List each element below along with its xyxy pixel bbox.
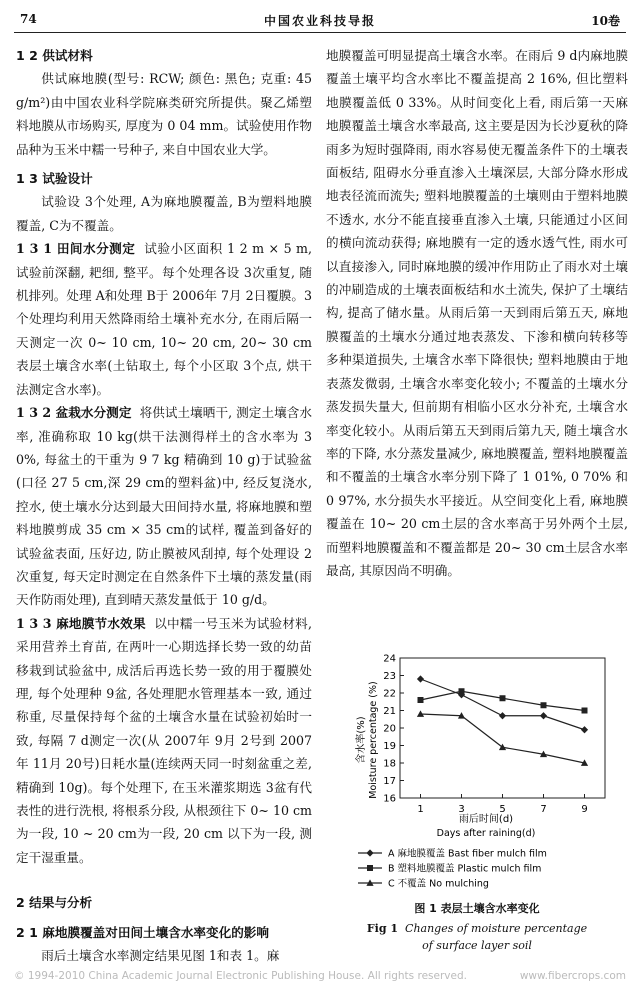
section-2-1-text: 雨后土壤含水率测定结果见图 1和表 1。麻	[41, 948, 280, 964]
right-column-text: 地膜覆盖可明显提高土壤含水率。在雨后 9 d内麻地膜覆盖土壤平均含水率比不覆盖提高 2 16%, 但比塑料地膜覆盖低 0 33%。从时间变化上看, 雨后第一天麻地膜覆盖土壤含水率最高, 这主要是因为长沙夏秋的降雨多为短时强降雨, 雨水容易使无覆盖条件下的土壤表面板结, 阻碍水分垂直渗入土壤深层, 大部分降水形成地表径流而流失; 塑料地膜覆盖的土壤则由于塑料地膜不透水, 水分不能直接垂直渗入土壤, 只能通过小区间的横向流动获得; 麻地膜有一定的透水透气性, 雨水可以直接渗入, 同时麻地膜的缓冲作用防止了雨水对土壤的冲刷造成的土壤表面板结和水土流失, 保护了土壤结构, 提高了储水量。从雨后第一天到雨后第五天, 麻地膜覆盖的土壤水分通过地表蒸发、下渗和横向转移等多种渠道损失, 土壤含水率下降很快; 塑料地膜由于地表蒸发微弱, 土壤含水率变化较小; 不覆盖的土壤水分蒸发损失量大, 但前期有相临小区水分补充, 土壤含水率变化较小。从雨后第五天到雨后第九天, 随土壤含水率的下降, 水分蒸发量减少, 麻地膜覆盖, 塑料地膜覆盖和不覆盖的土壤含水率分别下降了 1 01%, 0 70% 和 0 97%, 水分损失水平接近。从空间变化上看, 麻地膜覆盖在 10~ 20 cm土层的含水率高于另外两个土层, 而塑料地膜覆盖和不覆盖都是 20~ 30 cm土层含水率最高, 其原因尚不明确。	[326, 48, 628, 578]
legend-label: C 不覆盖 No mulching	[388, 878, 489, 890]
y-tick-label: 20	[383, 723, 396, 735]
x-axis-label-cn: 雨后时间(d)	[458, 814, 514, 825]
section-1-3-1-title: 1 3 1 田间水分测定	[16, 241, 136, 257]
y-tick-label: 22	[383, 688, 396, 700]
section-1-3-1-text: 试验小区面积 1 2 m × 5 m, 试验前深翻, 耙细, 整平。每个处理各设 3次重复, 随机排列。处理 A和处理 B于 2006年 7月 2日覆膜。3个处理均利用天然降雨给土壤补充水分, 在雨后隔一天测定一次 0~ 10 cm, 10~ 20 cm, 20~ 30 cm表层土壤含水率(土钻取土, 每个小区取 3个点, 烘干法测定含水率)。	[16, 241, 312, 397]
data-point-square	[418, 697, 424, 703]
section-2-title: 2 结果与分析	[16, 895, 93, 911]
moisture-line-chart	[350, 650, 620, 895]
copyright-text: © 1994-2010 China Academic Journal Electronic Publishing House. All rights reserved.	[14, 970, 467, 982]
section-1-3-2	[16, 401, 312, 612]
section-1-3-1	[16, 237, 312, 401]
x-tick-label: 1	[417, 804, 424, 815]
left-column	[16, 44, 312, 967]
figure-caption-en-line1: Changes of moisture percentage	[405, 922, 588, 935]
data-point-diamond	[499, 712, 506, 719]
y-tick-label: 18	[383, 758, 396, 770]
section-2-1-title: 2 1 麻地膜覆盖对田间土壤含水率变化的影响	[16, 924, 269, 940]
data-point-square	[459, 688, 465, 694]
x-tick-label: 9	[581, 804, 588, 815]
y-tick-label: 19	[383, 741, 396, 752]
watermark-text: www.fibercrops.com	[519, 970, 626, 982]
journal-title: 中国农业科技导报	[263, 14, 376, 28]
x-tick-label: 7	[540, 804, 547, 815]
plot-frame	[400, 658, 605, 798]
data-point-diamond	[417, 675, 424, 682]
figure-caption-en	[326, 920, 628, 954]
y-tick-label: 17	[383, 776, 396, 787]
x-tick-label: 5	[499, 804, 506, 815]
legend-marker-diamond	[366, 849, 373, 856]
page-number: 74	[20, 12, 37, 26]
figure-label-en: Fig 1	[366, 922, 399, 935]
y-axis-label-en: Moisture percentage (%)	[368, 681, 379, 799]
x-axis-label-en: Days after raining(d)	[436, 828, 536, 839]
y-axis-label-cn: 含水率(%)	[356, 716, 367, 764]
y-tick-label: 23	[383, 671, 396, 682]
legend-label: A 麻地膜覆盖 Bast fiber mulch film	[388, 848, 547, 860]
data-point-square	[541, 702, 547, 708]
data-point-diamond	[540, 712, 547, 719]
y-tick-label: 24	[383, 653, 396, 665]
section-1-3-3-title: 1 3 3 麻地膜节水效果	[16, 615, 146, 631]
y-tick-label: 16	[383, 793, 396, 805]
section-1-3-3	[16, 612, 312, 869]
x-tick-label: 3	[458, 804, 465, 815]
section-1-3-3-text: 以中糯一号玉米为试验材料, 采用营养土育苗, 在两叶一心期选择长势一致的幼苗移栽到试验盆中, 成活后再选长势一致的用于覆膜处理, 每个处理种 9盆, 各处理肥水管理基本一致, 通过称重, 尽量保持每个盆的土壤含水量在试验初始时一致, 每隔 7 d测定一次(从 2007年 9月 2号到 2007年 11月 20号)日耗水量(连续两天同一时刻盆重之差, 精确到 10g)。每个处理下, 在玉米灌浆期选 3盆有代表性的进行洗根, 将根系分段, 从根颈往下 0~ 10 cm为一段, 10 ~ 20 cm为一段, 20 cm 以下为一段, 测定干湿重量。	[16, 615, 312, 865]
section-1-2-title: 1 2 供试材料	[16, 48, 93, 63]
data-point-square	[500, 695, 506, 701]
section-1-2-text: 供试麻地膜(型号: RCW; 颜色: 黑色; 克重: 45 g/m²)由中国农业科学院麻类研究所提供。聚乙烯塑料地膜从市场购买, 厚度为 0 04 mm。试验使用作物品种为玉米中糯一号种子, 来自中国农业大学。	[16, 71, 312, 157]
section-1-3-2-text: 将供试土壤晒干, 测定土壤含水率, 准确称取 10 kg(烘干法测得样土的含水率为 3 0%, 每盆土的干重为 9 7 kg 精确到 10 g)于试验盆(口径 27 5 cm,深 29 cm的塑料盆)中, 经反复浇水, 控水, 使土壤水分达到最大田间持水量, 将麻地膜和塑料地膜剪成 35 cm × 35 cm的试样, 覆盖到备好的试验盆表面, 压好边, 防止膜被风刮掉, 每个处理设 2次重复, 每天定时测定在自然条件下土壤的蒸发量(雨天作防雨处理), 直到晴天蒸发量低于 10 g/d。	[16, 405, 312, 608]
volume-label: 10卷	[591, 14, 620, 28]
legend-marker-square	[367, 865, 373, 871]
data-point-diamond	[581, 726, 588, 733]
data-point-square	[582, 708, 588, 714]
right-column	[326, 44, 628, 582]
figure-caption-en-line2: of surface layer soil	[422, 939, 532, 952]
section-1-3-text: 试验设 3个处理, A为麻地膜覆盖, B为塑料地膜覆盖, C为不覆盖。	[16, 194, 312, 233]
page-footer	[14, 970, 626, 982]
chart-legend	[358, 848, 547, 890]
page-header	[14, 6, 626, 33]
series-line-diamond	[421, 679, 585, 730]
section-1-3-title: 1 3 试验设计	[16, 171, 93, 187]
y-tick-label: 21	[383, 706, 396, 717]
section-1-3-2-title: 1 3 2 盆栽水分测定	[16, 405, 132, 421]
figure-caption-cn: 图 1 表层土壤含水率变化	[414, 902, 540, 915]
legend-label: B 塑料地膜覆盖 Plastic mulch film	[388, 863, 542, 875]
